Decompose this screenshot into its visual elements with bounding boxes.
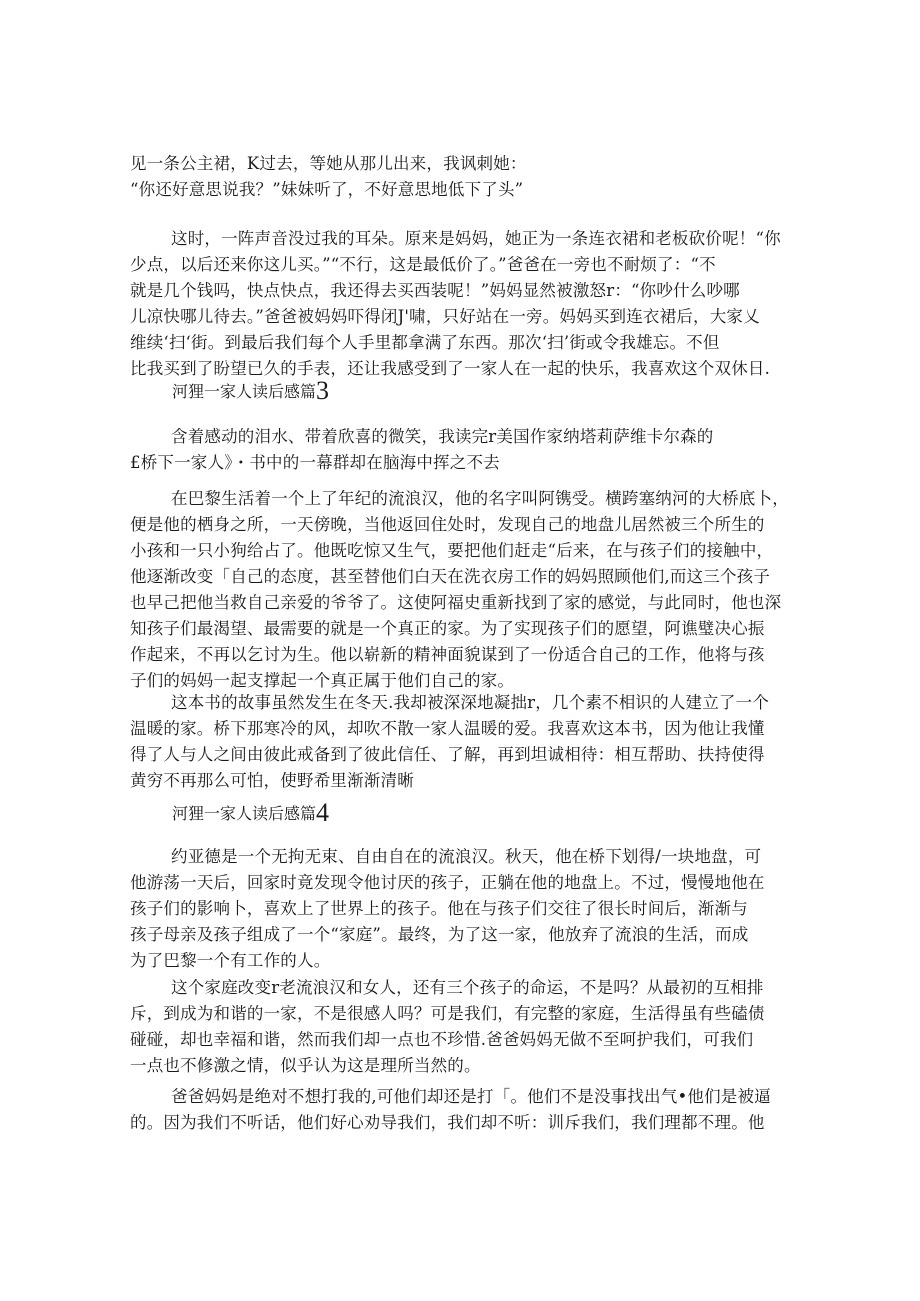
text-line: “你还好意思说我？”妹妹听了，不好意思地低下了头” [130,180,524,199]
section-heading-3 [172,378,329,405]
heading-number: 4 [316,798,330,827]
paragraph-family-change [130,975,790,1079]
paragraph-reflection [130,690,790,794]
text-line: 一点也不修激之情，似乎认为这是理所当然的。 [130,1056,481,1075]
text-line: 子们的妈妈一起支撑起一个真正属于他们自己的家。 [130,671,515,690]
text-line: 这个家庭改变r老流浪汉和女人，还有三个孩子的命运，不是吗？从最初的互相排 [171,978,764,997]
paragraph-book-intro [130,424,790,476]
text-line: 得了人与人之间由彼此戒备到了彼此信任、了解，再到坦诚相待：相互帮助、扶持使得 [130,745,765,764]
text-line: 的。因为我们不听话，他们好心劝导我们，我们却不听：训斥我们，我们理都不理。他 [130,1113,765,1132]
text-line: 见一条公主裙，K过去，等她从那儿出来，我讽刺她： [130,154,527,173]
text-line: 在巴黎生活着一个上了年纪的流浪汉，他的名字叫阿镌受。横跨塞纳河的大桥底卜， [171,489,789,508]
text-line: 小孩和一只小狗给占了。他既吃惊又生气，要把他们赶走“后来，在与孩子们的接触中， [130,541,774,560]
text-line: 含着感动的泪水、带着欣喜的微笑，我读完r美国作家纳塔莉萨维卡尔森的 [171,427,714,446]
section-heading-4 [172,800,329,827]
paragraph-intro-continued [130,151,790,203]
heading-text: 河狸一家人读后感篇 [172,804,317,823]
text-line: 约亚德是一个无拘无束、自由自在的流浪汉。秋天，他在桥下划得/一块地盘，可 [171,847,762,866]
paragraph-parents [130,1084,790,1136]
text-line: 儿凉快哪儿待去。”爸爸被妈妈吓得闭J'啸，只好站在一旁。妈妈买到连衣裙后，大家乂 [130,307,760,326]
text-line: 他逐渐改变「自己的态度，甚至替他们白天在洗衣房工作的妈妈照顾他们,而这三个孩子 [130,567,771,586]
text-line: 孩子母亲及孩子组成了一个“家庭”。最终，为了这一家，他放弃了流浪的生活，而成 [130,925,749,944]
text-line: 他游荡一天后，回家时竟发现令他讨厌的孩子，正躺在他的地盘上。不过，慢慢地他在 [130,873,765,892]
text-line: 碰碰，却也幸福和谐，然而我们却一点也不珍惜.爸爸妈妈无做不至呵护我们，可我们 [130,1030,754,1049]
text-line: 也早己把他当救自己亲爱的爷爷了。这使阿福史重新找到了家的感觉，与此同时，他也深 [130,593,782,612]
text-line: 温暖的家。桥下那寒冷的风，却吹不散一家人温暖的爱。我喜欢这本书，因为他让我懂 [130,719,765,738]
text-line: £桥下一家人》・书中的一幕群却在脑海中挥之不去 [130,453,500,472]
text-line: 作起来，不再以乞讨为生。他以崭新的精神面貌谋到了一份适合自己的工作，他将与孩 [130,645,765,664]
paragraph-shopping [130,226,790,382]
text-line: 比我买到了盼望已久的手表，还让我感受到了一家人在一起的快乐，我喜欢这个双休日. [130,359,771,378]
text-line: 知孩子们最渴望、最需要的就是一个真正的家。为了实现孩子们的愿望，阿谯璧决心振 [130,619,765,638]
text-line: 少点，以后还来你这儿买。”“不行，这是最低价了。”爸爸在一旁也不耐烦了：“不 [130,255,716,274]
heading-text: 河狸一家人读后感篇 [172,382,317,401]
text-line: 这本书的故事虽然发生在冬天.我却被深深地凝拙r，几个素不相识的人建立了一个 [171,693,770,712]
paragraph-jordan-story [130,844,790,974]
text-line: 便是他的栖身之所，一天傍晚，当他返回住处时，发现自己的地盘儿居然被三个所生的 [130,515,765,534]
text-line: 就是几个钱吗，快点快点，我还得去买西装呢！”妈妈显然被激怒r：“你吵什么吵哪 [130,281,740,300]
text-line: 黄穷不再那么可怕，使野希里渐渐清晰 [130,771,414,790]
text-line: 维续‘扫‘街。到最后我们每个人手里都拿满了东西。那次‘扫’街或令我雄忘。不但 [130,333,720,352]
heading-number: 3 [316,376,330,405]
text-line: 爸爸妈妈是绝对不想打我的,可他们却还是打「。他们不是没事找出气•他们是被逼 [171,1087,771,1106]
text-line: 为了巴黎一个有工作的人。 [130,951,331,970]
text-line: 这时，一阵声音没过我的耳朵。原来是妈妈，她正为一条连衣裙和老板砍价呢！“你 [171,229,781,248]
text-line: 斥，到成为和谐的一家，不是很感人吗？可是我们，有完整的家庭，生活得虽有些磕债 [130,1004,765,1023]
paragraph-story-summary [130,486,790,694]
text-line: 孩子们的影响卜，喜欢上了世界上的孩子。他在与孩子们交往了很长时间后，渐渐与 [130,899,748,918]
